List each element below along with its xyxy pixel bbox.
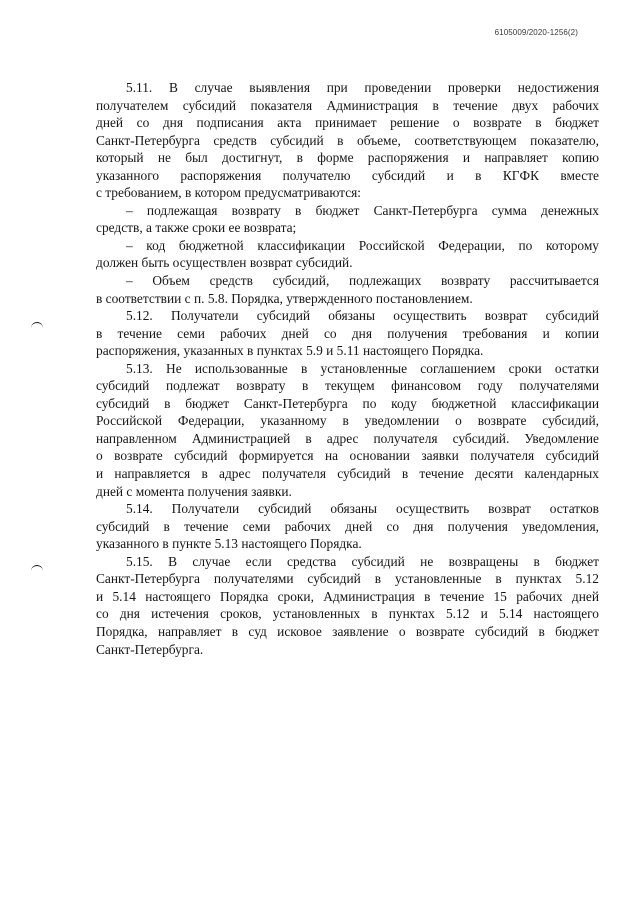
text-line: Санкт-Петербурга получателями субсидий в установленные в пунктах 5.12: [96, 571, 599, 587]
text-line: дней с момента получения заявки.: [96, 483, 292, 499]
text-line: который не был достигнут, в форме распоряжения и направляет копию: [96, 150, 599, 166]
text-line: 5.11. В случае выявления при проведении проверки недостижения: [126, 80, 599, 95]
text-line: – подлежащая возврату в бюджет Санкт-Петербурга сумма денежных: [126, 202, 599, 218]
margin-mark: [31, 565, 43, 571]
text-line: Санкт-Петербурга средств субсидий в объеме, соответствующем показателю,: [96, 132, 599, 148]
text-line: получателем субсидий показателя Администрация в течение двух рабочих: [96, 97, 599, 113]
text-line: в течение семи рабочих дней со дня получения требования и копии: [96, 325, 599, 341]
text-line: 5.13. Не использованные в установленные соглашением сроки остатки: [126, 360, 599, 376]
text-line: субсидий подлежат возврату в текущем финансовом году получателями: [96, 378, 599, 394]
text-line: указанного в пункте 5.13 настоящего Порядка.: [96, 536, 362, 552]
text-line: средств, а также сроки ее возврата;: [96, 220, 297, 236]
text-line: о возврате субсидий формируется на основании заявки получателя субсидий: [96, 448, 599, 464]
text-line: распоряжения, указанных в пунктах 5.9 и 5.11 настоящего Порядка.: [96, 343, 484, 359]
text-line: 5.15. В случае если средства субсидий не возвращены в бюджет: [126, 553, 599, 569]
text-line: в соответствии с п. 5.8. Порядка, утвержденного постановлением.: [96, 290, 473, 306]
text-line: – код бюджетной классификации Российской Федерации, по которому: [126, 237, 599, 253]
text-line: и направляется в адрес получателя субсидий в течение десяти календарных: [96, 466, 599, 482]
text-line: указанного распоряжения получателю субсидий и в КГФК вместе: [96, 167, 599, 183]
text-line: со дня истечения сроков, установленных в пунктах 5.12 и 5.14 настоящего: [96, 606, 599, 622]
margin-mark: [31, 322, 43, 328]
text-line: 5.14. Получатели субсидий обязаны осуществить возврат остатков: [126, 501, 599, 517]
text-line: субсидий в течение семи рабочих дней со дня получения уведомления,: [96, 518, 599, 534]
text-line: – Объем средств субсидий, подлежащих возврату рассчитывается: [126, 273, 599, 289]
text-line: дней со дня подписания акта принимает решение о возврате в бюджет: [96, 115, 599, 131]
text-line: Российской Федерации, указанному в уведомлении о возврате субсидий,: [96, 413, 599, 429]
document-registration-number: 6105009/2020-1256(2): [494, 28, 578, 37]
text-line: должен быть осуществлен возврат субсидий.: [96, 255, 353, 271]
text-line: субсидий в бюджет Санкт-Петербурга по коду бюджетной классификации: [96, 395, 599, 411]
text-line: с требованием, в котором предусматриваются:: [96, 185, 362, 201]
text-line: Санкт-Петербурга.: [96, 641, 204, 657]
text-line: направленном Администрацией в адрес получателя субсидий. Уведомление: [96, 430, 599, 446]
document-body: [96, 79, 599, 658]
text-line: и 5.14 настоящего Порядка сроки, Администрация в течение 15 рабочих дней: [96, 588, 599, 604]
text-line: Порядка, направляет в суд исковое заявление о возврате субсидий в бюджет: [96, 623, 599, 639]
text-line: 5.12. Получатели субсидий обязаны осуществить возврат субсидий: [126, 308, 599, 324]
